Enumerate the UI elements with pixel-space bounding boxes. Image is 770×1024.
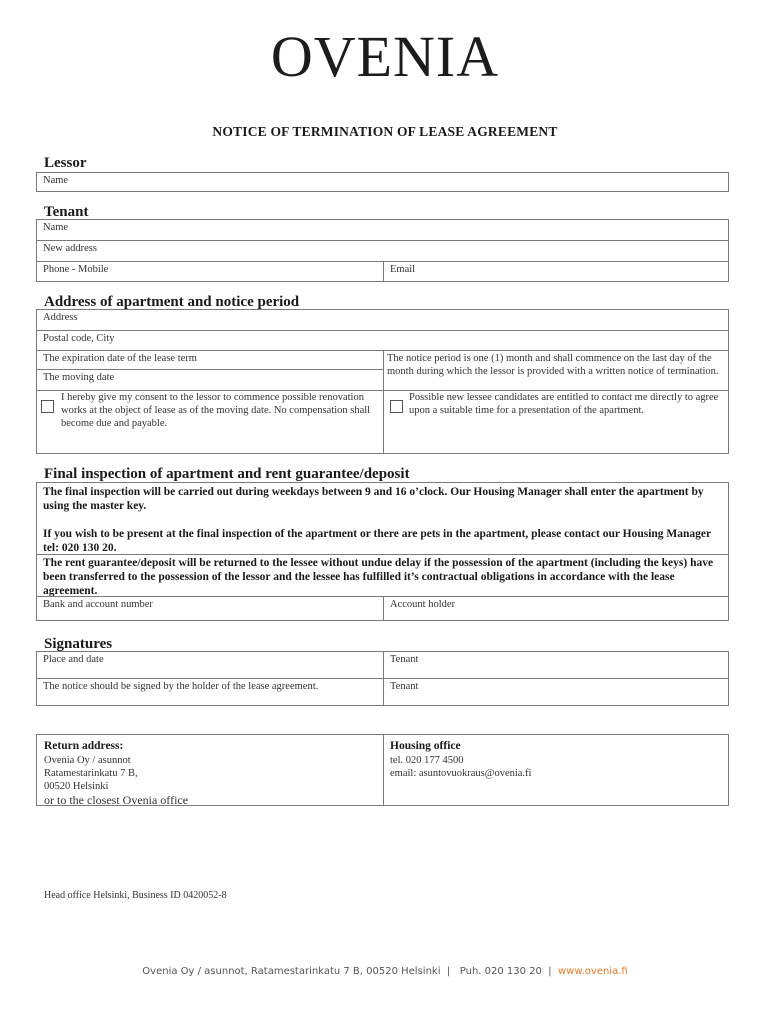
tenant-heading: Tenant	[44, 204, 89, 220]
footer-website-link[interactable]: www.ovenia.fi	[557, 966, 628, 977]
signatures-heading: Signatures	[44, 636, 113, 652]
apartment-postal-field[interactable]	[37, 331, 728, 350]
consent-text: I hereby give my consent to the lessor to commence possible renovation works at the object of lease as of the moving date. No compensation shall become due and payable.	[61, 392, 371, 429]
candidates-text: Possible new lessee candidates are entitled to contact me directly to agree upon a suitable time for a presentation of the apartment.	[409, 392, 719, 416]
head-office-text: Head office Helsinki, Business ID 0420052-8	[44, 890, 227, 901]
inspection-heading: Final inspection of apartment and rent guarantee/deposit	[44, 466, 410, 482]
apartment-table	[36, 309, 729, 454]
return-line-4: or to the closest Ovenia office	[44, 793, 189, 807]
tenant-email-label: Email	[390, 264, 416, 275]
tenant-email-field[interactable]	[384, 262, 728, 282]
tenant-phone-field[interactable]	[37, 262, 383, 282]
tenant-signature-label-1: Tenant	[390, 654, 419, 665]
housing-office-heading: Housing office	[390, 740, 461, 752]
tenant-new-address-label: New address	[43, 243, 97, 254]
lessor-name-field[interactable]	[36, 172, 729, 192]
expiration-date-field[interactable]	[37, 351, 383, 369]
return-line-2: Ratamestarinkatu 7 B,	[44, 768, 138, 779]
candidates-checkbox[interactable]	[390, 400, 403, 413]
tenant-signature-field-1[interactable]	[384, 652, 728, 678]
deposit-paragraph: The rent guarantee/deposit will be returned to the lessee without undue delay if the possession of the apartment (including the keys) have been transferred to the possession of the lessor and the lessee has fulfilled it’s contractual obligations in accordance with the lease agreement.	[43, 557, 714, 597]
lessor-heading: Lessor	[44, 155, 87, 171]
bank-account-field[interactable]	[37, 597, 383, 620]
account-holder-label: Account holder	[390, 599, 456, 610]
apartment-heading: Address of apartment and notice period	[44, 294, 300, 310]
account-holder-field[interactable]	[384, 597, 728, 620]
lessor-name-label: Name	[43, 175, 69, 186]
return-line-3: 00520 Helsinki	[44, 781, 109, 792]
inspection-table	[36, 482, 729, 621]
footer-address: Ovenia Oy / asunnot, Ratamestarinkatu 7 B, 00520 Helsinki | Puh. 020 130 20 |	[142, 966, 558, 977]
page-footer	[0, 966, 770, 977]
inspection-paragraph-1: The final inspection will be carried out during weekdays between 9 and 16 o’clock. Our Housing Manager shall enter the apartment by using the master key.	[43, 486, 704, 512]
contact-table	[36, 734, 729, 806]
inspection-paragraph-2: If you wish to be present at the final inspection of the apartment or there are pets in the apartment, please contact our Housing Manager tel: 020 130 20.	[43, 528, 711, 554]
expiration-date-label: The expiration date of the lease term	[43, 353, 197, 364]
signature-note	[37, 679, 383, 705]
ovenia-logo: OVENIA	[270, 24, 500, 89]
signature-note-text: The notice should be signed by the holder of the lease agreement.	[43, 681, 319, 692]
housing-office-email: email: asuntovuokraus@ovenia.fi	[390, 768, 532, 779]
notice-period-text: The notice period is one (1) month and shall commence on the last day of the month during which the lessor is provided with a written notice of termination.	[387, 353, 719, 377]
bank-account-label: Bank and account number	[43, 599, 153, 610]
tenant-signature-field-2[interactable]	[384, 679, 728, 705]
apartment-address-label: Address	[43, 312, 78, 323]
tenant-name-label: Name	[43, 222, 69, 233]
return-address-heading: Return address:	[44, 740, 124, 752]
apartment-address-field[interactable]	[37, 310, 728, 330]
moving-date-label: The moving date	[43, 372, 115, 383]
place-date-field[interactable]	[37, 652, 383, 678]
tenant-signature-label-2: Tenant	[390, 681, 419, 692]
housing-office-tel: tel. 020 177 4500	[390, 755, 464, 766]
tenant-phone-label: Phone - Mobile	[43, 264, 109, 275]
moving-date-field[interactable]	[37, 370, 383, 390]
consent-checkbox[interactable]	[41, 400, 54, 413]
tenant-table	[36, 219, 729, 282]
return-line-1: Ovenia Oy / asunnot	[44, 755, 131, 766]
place-date-label: Place and date	[43, 654, 104, 665]
signatures-table	[36, 651, 729, 706]
tenant-new-address-field[interactable]	[37, 241, 728, 261]
tenant-name-field[interactable]	[37, 220, 728, 240]
apartment-postal-label: Postal code, City	[43, 333, 115, 344]
document-title: NOTICE OF TERMINATION OF LEASE AGREEMENT	[212, 124, 558, 139]
